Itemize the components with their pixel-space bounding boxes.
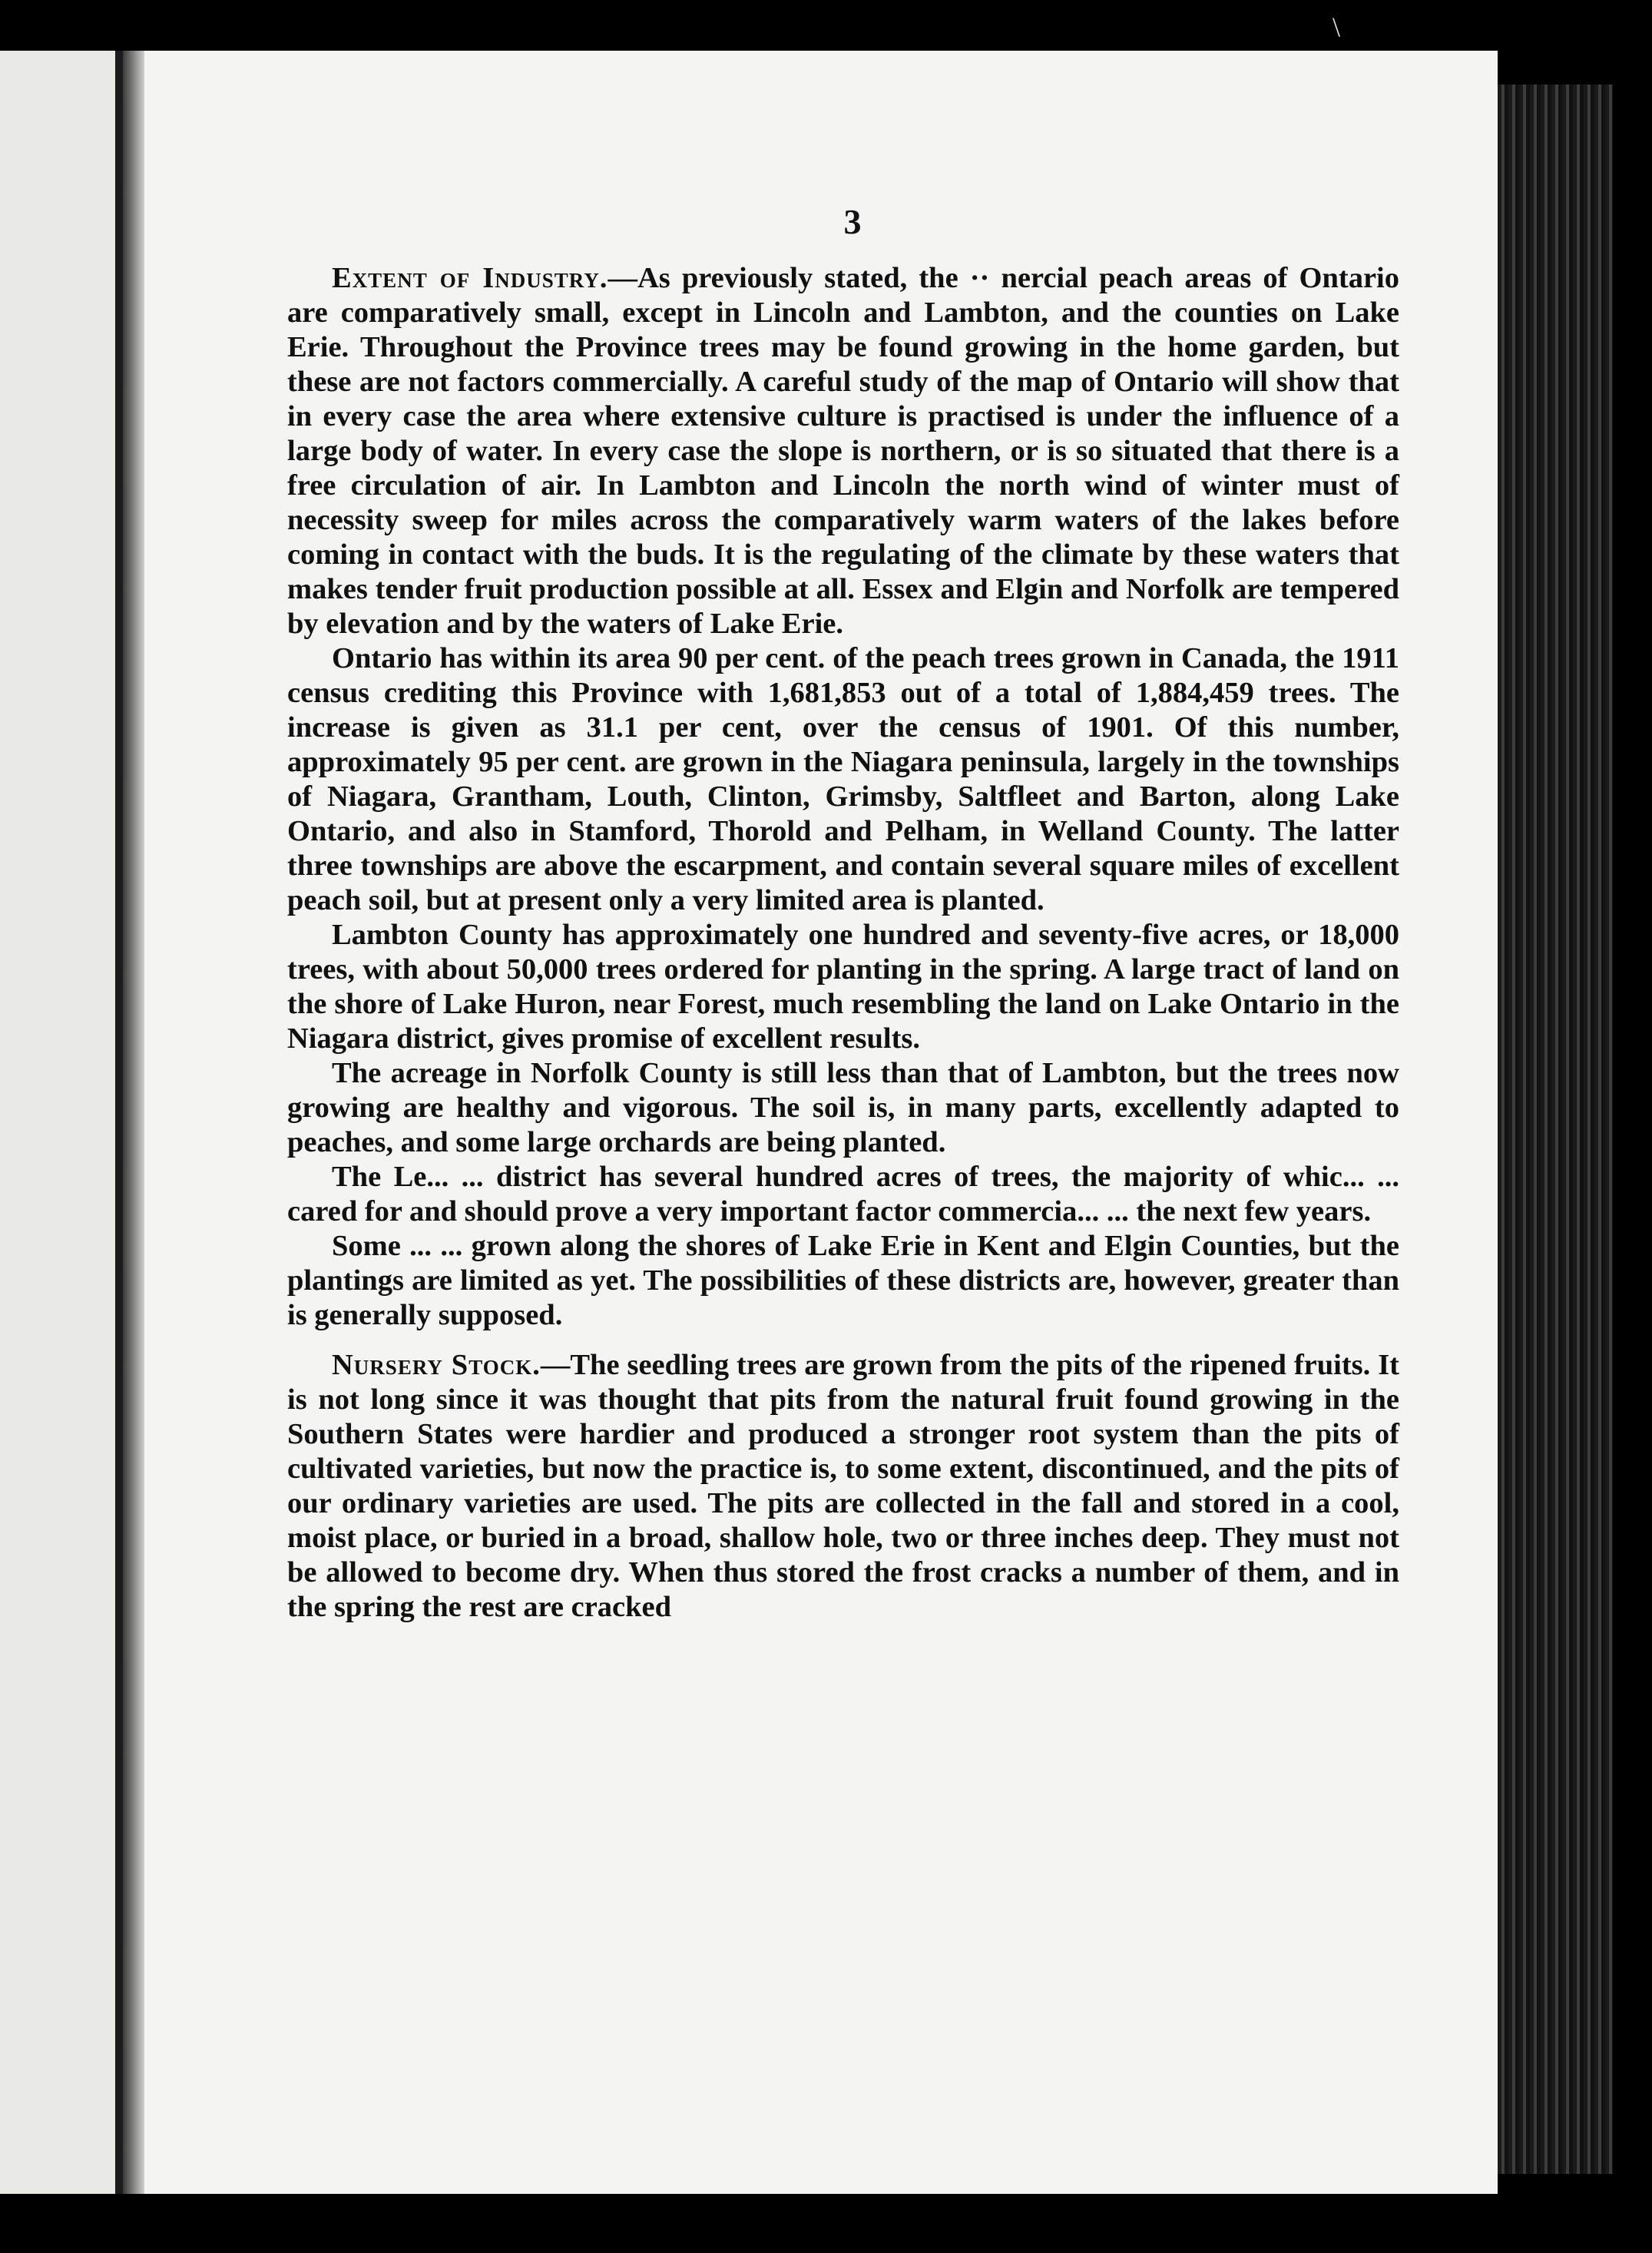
paragraph-leamington [287,1160,1399,1229]
paragraph-text: Ontario has within its area 90 per cent. of the peach trees grown in Canada, the 1911 census crediting this Province with 1,681,853 out of a total of 1,884,459 trees. The increase is given as 31.1 per cent, over the census of 1901. Of this number, approximately 95 per cent. are grown in the Niagara peninsula, largely in the townships of Niagara, Grantham, Louth, Clinton, Grimsby, Saltfleet and Barton, along Lake Ontario, and also in Stamford, Thorold and Pelham, in Welland County. The latter three townships are above the escarpment, and contain several square miles of excellent peach soil, but at present only a very limited area is planted. [287,642,1399,916]
facing-page-edge [0,51,123,2194]
paragraph-text: —As previously stated, the ·· nercial peach areas of Ontario are comparatively small, except in Lincoln and Lambton, and the counties on Lake Erie. Throughout the Province trees may be found growing in the home garden, but these are not factors commercially. A careful study of the map of Ontario will show that in every case the area where extensive culture is practised is under the influence of a large body of water. In every case the slope is northern, or is so situated that there is a free circulation of air. In Lambton and Lincoln the north wind of winter must of necessity sweep for miles across the comparatively warm waters of the lakes before coming in contact with the buds. It is the regulating of the climate by these waters that makes tender fruit production possible at all. Essex and Elgin and Norfolk are tempered by elevation and by the waters of Lake Erie. [287,262,1400,640]
section-heading-extent: Extent of Industry. [332,262,608,294]
book-gutter [123,51,144,2194]
body-text [287,261,1399,1625]
corner-mark: \ [1333,12,1341,42]
paragraph-text: —The seedling trees are grown from the pits of the ripened fruits. It is not long since it was thought that pits from the natural fruit found growing in the Southern States were hardier and produced a stronger root system than the pits of cultivated varieties, but now the practice is, to some extent, discontinued, and the pits of our ordinary varieties are used. The pits are collected in the fall and stored in a cool, moist place, or buried in a broad, shallow hole, two or three inches deep. They must not be allowed to become dry. When thus stored the frost cracks a number of them, and in the spring the rest are cracked [287,1349,1399,1623]
page-stack-edge [1498,84,1613,2174]
paragraph-kent-elgin [287,1229,1399,1333]
paragraph-nursery-stock [287,1348,1399,1625]
paragraph-lambton [287,918,1399,1056]
paragraph-text: The acreage in Norfolk County is still less than that of Lambton, but the trees now growing are healthy and vigorous. The soil is, in many parts, excellently adapted to peaches, and some large orchards are being planted. [287,1057,1399,1158]
paragraph-norfolk [287,1056,1399,1160]
paragraph-text: The Le... ... district has several hundred acres of trees, the majority of whic... ... cared for and should prove a very important factor commercia... ... the next few years. [287,1161,1399,1228]
page-number: 3 [843,202,862,241]
paragraph-text: Lambton County has approximately one hundred and seventy-five acres, or 18,000 trees, with about 50,000 trees ordered for planting in the spring. A large tract of land on the shore of Lake Huron, near Forest, much resembling the land on Lake Ontario in the Niagara district, gives promise of excellent results. [287,919,1399,1055]
paragraph-text: Some ... ... grown along the shores of Lake Erie in Kent and Elgin Counties, but the plantings are limited as yet. The possibilities of these districts are, however, greater than is generally supposed. [287,1230,1399,1331]
section-heading-nursery: Nursery Stock. [332,1349,541,1381]
paragraph-ontario-census [287,641,1399,918]
paragraph-extent-of-industry [287,261,1399,641]
